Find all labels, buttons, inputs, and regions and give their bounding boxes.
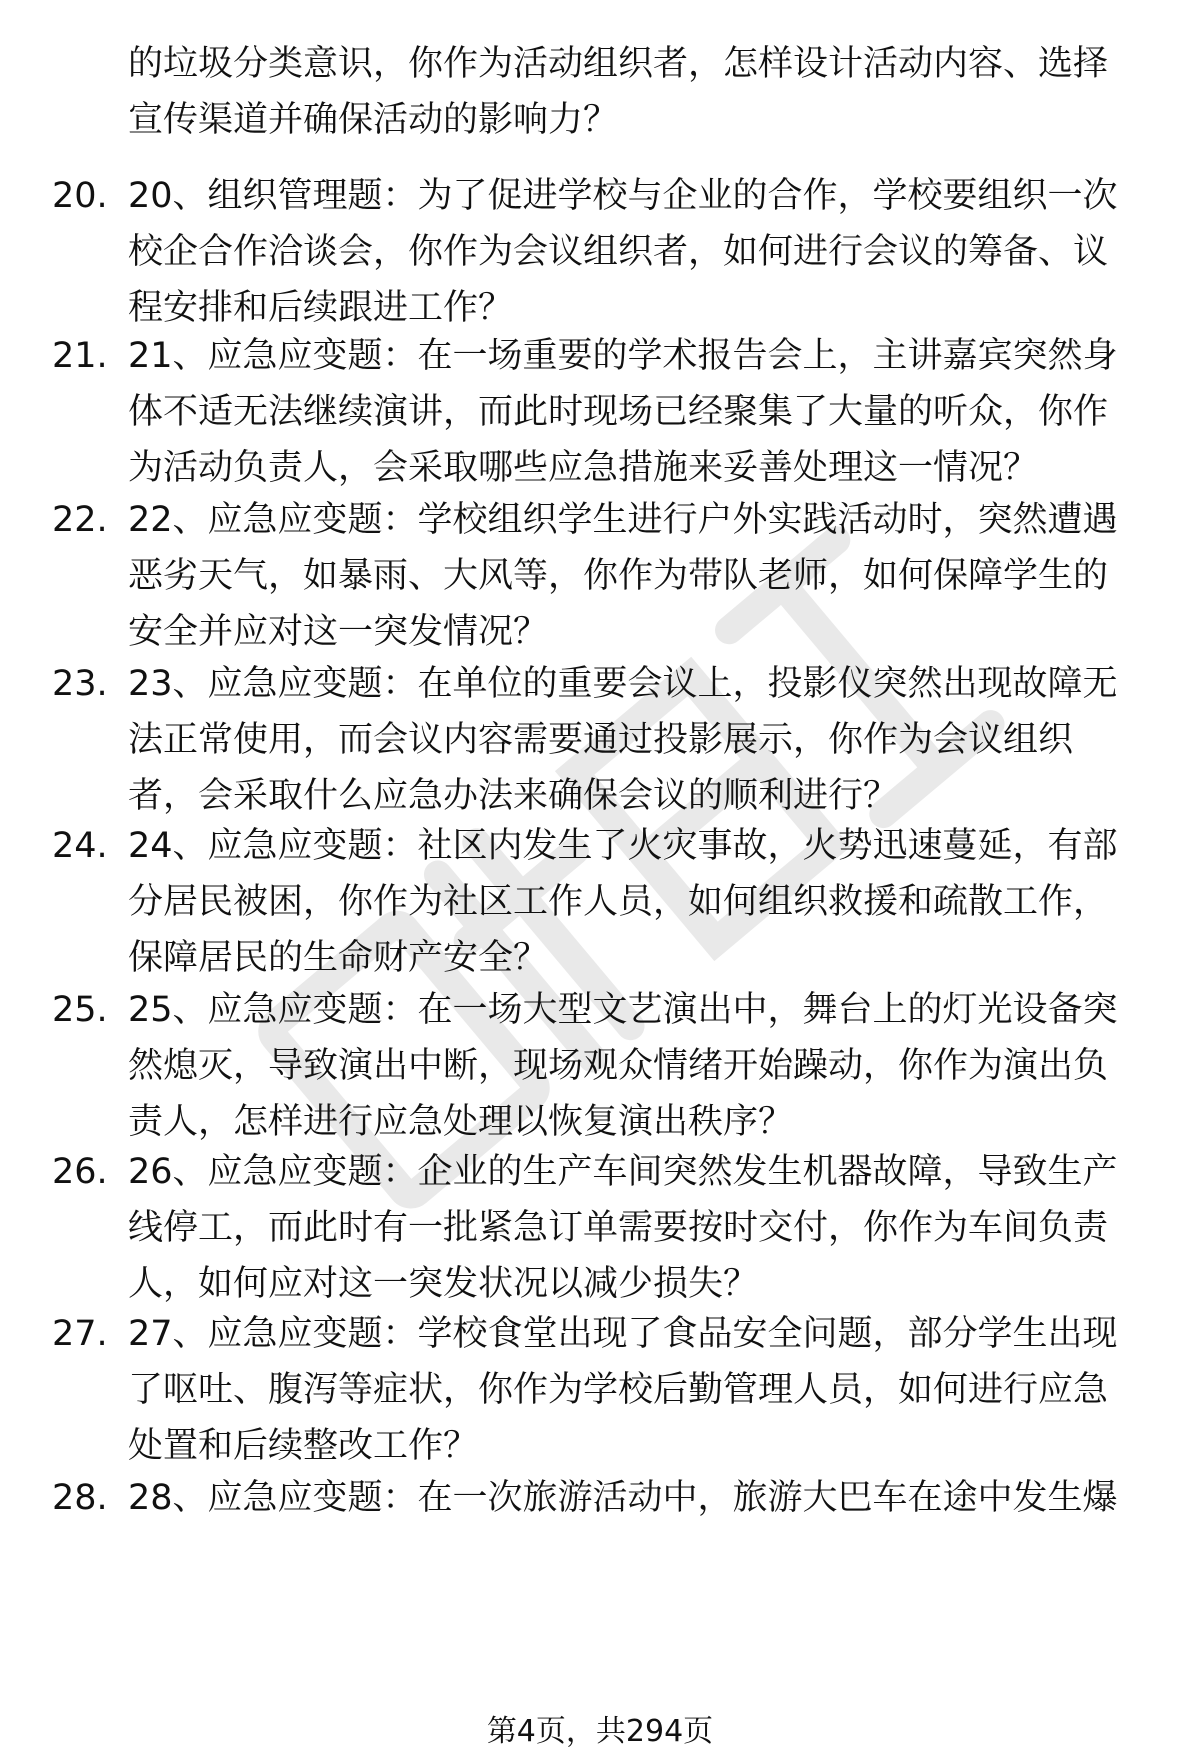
question-item: [52, 492, 1148, 660]
question-line: 处置和后续整改工作？: [128, 1426, 479, 1466]
list-number: 28.: [52, 1478, 108, 1518]
question-item: [52, 1470, 1148, 1526]
question-line: 体不适无法继续演讲，而此时现场已经聚集了大量的听众，你作: [128, 392, 1109, 432]
question-item: [52, 656, 1148, 824]
question-item: [52, 328, 1148, 496]
question-line: 人，如何应对这一突发状况以减少损失？: [128, 1264, 759, 1304]
question-line: 22、应急应变题：学校组织学生进行户外实践活动时，突然遭遇: [128, 500, 1118, 540]
question-line: 然熄灭，导致演出中断，现场观众情绪开始躁动，你作为演出负: [128, 1046, 1109, 1086]
question-line: 线停工，而此时有一批紧急订单需要按时交付，你作为车间负责: [128, 1208, 1109, 1248]
list-number: 21.: [52, 336, 108, 376]
question-item: [52, 1144, 1148, 1312]
question-item: [52, 168, 1148, 336]
question-line: 28、应急应变题：在一次旅游活动中，旅游大巴车在途中发生爆: [128, 1478, 1118, 1518]
question-line: 27、应急应变题：学校食堂出现了食品安全问题，部分学生出现: [128, 1314, 1118, 1354]
question-line: 了呕吐、腹泻等症状，你作为学校后勤管理人员，如何进行应急: [128, 1370, 1109, 1410]
list-number: 22.: [52, 500, 108, 540]
list-number: 27.: [52, 1314, 108, 1354]
question-line: 24、应急应变题：社区内发生了火灾事故，火势迅速蔓延，有部: [128, 826, 1118, 866]
question-line: 20、组织管理题：为了促进学校与企业的合作，学校要组织一次: [128, 176, 1118, 216]
question-item: [52, 982, 1148, 1150]
list-number: 25.: [52, 990, 108, 1030]
question-line: 26、应急应变题：企业的生产车间突然发生机器故障，导致生产: [128, 1152, 1118, 1192]
list-number: 23.: [52, 664, 108, 704]
question-line: 校企合作洽谈会，你作为会议组织者，如何进行会议的筹备、议: [128, 232, 1109, 272]
question-item: [52, 818, 1148, 986]
page-footer: 第4页，共294页: [486, 1714, 714, 1749]
question-line: 者，会采取什么应急办法来确保会议的顺利进行？: [128, 776, 899, 816]
question-item: [128, 36, 1148, 148]
list-number: 26.: [52, 1152, 108, 1192]
question-line: 为活动负责人，会采取哪些应急措施来妥善处理这一情况？: [128, 448, 1039, 488]
question-line: 分居民被困，你作为社区工作人员，如何组织救援和疏散工作，: [128, 882, 1109, 922]
question-line: 法正常使用，而会议内容需要通过投影展示，你作为会议组织: [128, 720, 1074, 760]
question-line: 程安排和后续跟进工作？: [128, 288, 514, 328]
list-number: 24.: [52, 826, 108, 866]
question-line: 恶劣天气，如暴雨、大风等，你作为带队老师，如何保障学生的: [128, 556, 1109, 596]
question-line: 宣传渠道并确保活动的影响力？: [128, 100, 619, 140]
question-line: 23、应急应变题：在单位的重要会议上，投影仪突然出现故障无: [128, 664, 1118, 704]
question-line: 25、应急应变题：在一场大型文艺演出中，舞台上的灯光设备突: [128, 990, 1118, 1030]
question-item: [52, 1306, 1148, 1474]
list-number: 20.: [52, 176, 108, 216]
question-line: 的垃圾分类意识，你作为活动组织者，怎样设计活动内容、选择: [128, 44, 1109, 84]
question-line: 保障居民的生命财产安全？: [128, 938, 549, 978]
question-line: 21、应急应变题：在一场重要的学术报告会上，主讲嘉宾突然身: [128, 336, 1118, 376]
question-line: 安全并应对这一突发情况？: [128, 612, 549, 652]
question-line: 责人，怎样进行应急处理以恢复演出秩序？: [128, 1102, 794, 1142]
